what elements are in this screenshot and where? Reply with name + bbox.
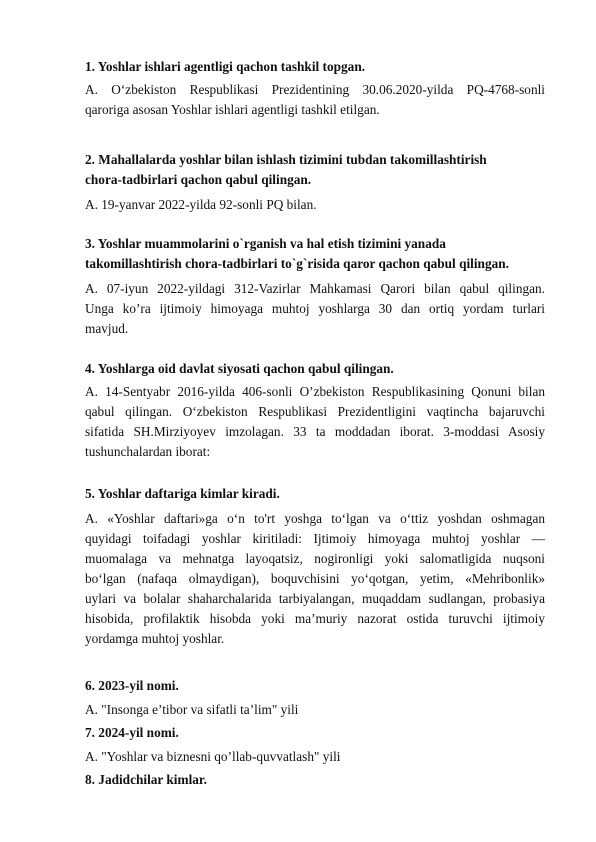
answer-line: quyidagi toifadagi yoshlar kiritiladi: Ijtimoiy himoyaga muhtoj yoshlar — xyxy=(85,531,545,546)
question-7 xyxy=(85,723,545,743)
answer-6 xyxy=(85,700,545,720)
answer-line: A. 14-Sentyabr 2016-yilda 406-sonli O’zbekiston Respublikasining Qonuni bilan xyxy=(85,384,545,399)
answer-line: tushunchalardan iborat: xyxy=(85,444,211,459)
answer-line: qaroriga asosan Yoshlar ishlari agentligi tashkil etilgan. xyxy=(85,102,380,117)
answer-4 xyxy=(85,382,545,462)
answer-line: A. 19-yanvar 2022-yilda 92-sonli PQ bilan. xyxy=(85,197,317,212)
question-text: 5. Yoshlar daftariga kimlar kiradi. xyxy=(85,486,280,501)
answer-line: bo‘lgan (nafaqa olmaydigan), boquvchisini yo‘qotgan, yetim, «Mehribonlik» xyxy=(85,571,545,586)
question-1 xyxy=(85,57,545,77)
question-text: 8. Jadidchilar kimlar. xyxy=(85,772,207,787)
answer-line: qabul qilingan. O‘zbekiston Respublikasi Prezidentligini vaqtincha bajaruvchi xyxy=(85,404,545,419)
question-6 xyxy=(85,676,545,696)
answer-line: Unga ko’ra ijtimoiy himoyaga muhtoj yoshlarga 30 dan ortiq yordam turlari xyxy=(85,301,545,316)
question-text: 2. Mahallalarda yoshlar bilan ishlash tizimini tubdan takomillashtirish xyxy=(85,152,487,167)
question-text: 6. 2023-yil nomi. xyxy=(85,678,179,693)
answer-line: muomalaga va mehnatga layoqatsiz, nogironligi yoki salomatligida nuqsoni xyxy=(85,551,545,566)
question-3 xyxy=(85,234,545,274)
question-4 xyxy=(85,359,545,379)
question-2 xyxy=(85,150,545,190)
answer-line: A. "Insonga e’tibor va sifatli ta’lim" yili xyxy=(85,702,299,717)
answer-line: A. "Yoshlar va biznesni qo’llab-quvvatlash" yili xyxy=(85,749,341,764)
question-5 xyxy=(85,484,545,504)
answer-line: uylari va bolalar shaharchalarida tarbiyalangan, muqaddam sudlangan, probasiya xyxy=(85,591,545,606)
answer-5 xyxy=(85,509,545,649)
question-text: 4. Yoshlarga oid davlat siyosati qachon qabul qilingan. xyxy=(85,361,394,376)
answer-7 xyxy=(85,747,545,767)
answer-line: mavjud. xyxy=(85,321,129,336)
question-text: 7. 2024-yil nomi. xyxy=(85,725,179,740)
answer-line: A. O‘zbekiston Respublikasi Prezidentining 30.06.2020-yilda PQ-4768-sonli xyxy=(85,82,545,97)
question-text: chora-tadbirlari qachon qabul qilingan. xyxy=(85,172,312,187)
answer-1 xyxy=(85,80,545,120)
answer-line: sifatida SH.Mirziyoyev imzolagan. 33 ta moddadan iborat. 3-moddasi Asosiy xyxy=(85,424,545,439)
answer-3 xyxy=(85,279,545,339)
answer-line: hisobida, profilaktik hisobda yoki ma’muriy nazorat ostida turuvchi ijtimoiy xyxy=(85,611,545,626)
question-8 xyxy=(85,770,545,790)
question-text: takomillashtirish chora-tadbirlari to`g`risida qaror qachon qabul qilingan. xyxy=(85,256,509,271)
question-text: 3. Yoshlar muammolarini o`rganish va hal etish tizimini yanada xyxy=(85,236,446,251)
answer-line: A. 07-iyun 2022-yildagi 312-Vazirlar Mahkamasi Qarori bilan qabul qilingan. xyxy=(85,281,545,296)
answer-line: yordamga muhtoj yoshlar. xyxy=(85,631,225,646)
answer-2 xyxy=(85,195,545,215)
answer-line: A. «Yoshlar daftari»ga o‘n to'rt yoshga to‘lgan va o‘ttiz yoshdan oshmagan xyxy=(85,511,545,526)
question-text: 1. Yoshlar ishlari agentligi qachon tashkil topgan. xyxy=(85,59,366,74)
